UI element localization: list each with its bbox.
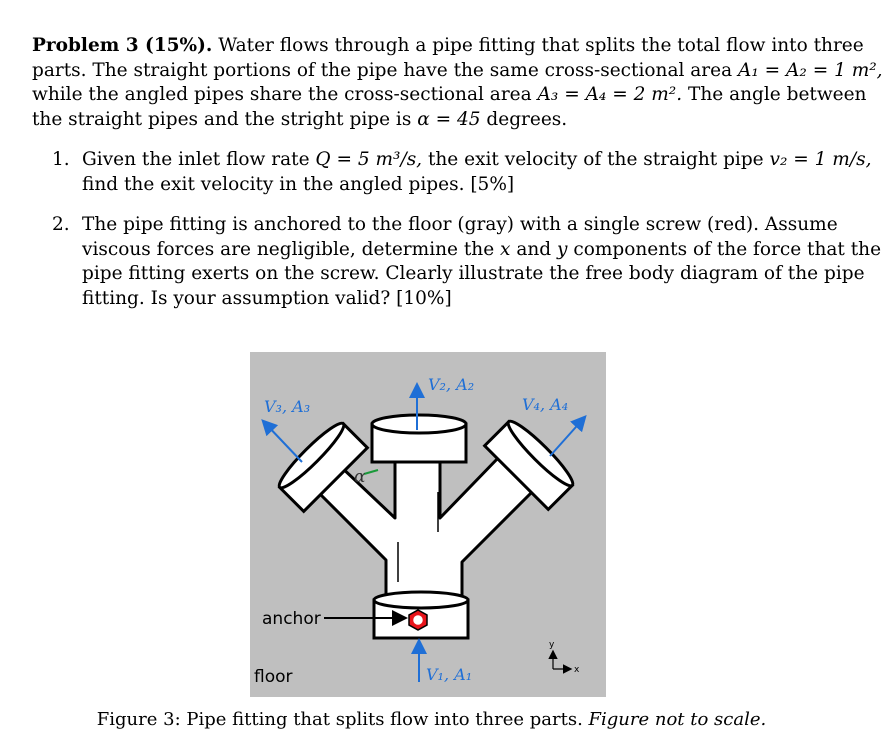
alpha-angle-mark — [364, 470, 378, 474]
pipe-fitting-diagram — [250, 352, 606, 697]
q2-line3: pipe fitting exerts on the screw. Clearly illustrate the free body diagram of the pipe — [82, 263, 865, 284]
anchor-label: anchor — [262, 609, 321, 629]
screw-head — [412, 614, 424, 626]
q2-line2-text: viscous forces are negligible, determine the — [82, 238, 501, 260]
caption-italic: Figure not to scale. — [588, 709, 767, 730]
label-v2: V₂, A₂ — [428, 375, 475, 394]
q2-line4: fitting. Is your assumption valid? [10%] — [82, 287, 452, 309]
label-v1: V₁, A₁ — [426, 665, 473, 684]
label-v3: V₃, A₃ — [264, 397, 311, 416]
alpha-label: α — [354, 467, 366, 487]
arrow-v4 — [550, 418, 584, 456]
problem-statement — [32, 34, 883, 132]
top-flange-opening — [372, 415, 466, 433]
q2-x-symbol: x — [500, 238, 511, 260]
figure-caption — [0, 709, 863, 730]
axes-indicator — [549, 640, 580, 675]
q2-line2-and: and — [510, 238, 558, 260]
q2-line1: The pipe fitting is anchored to the floor (gray) with a single screw (red). Assume — [82, 214, 838, 235]
intro-line4-tail: degrees. — [480, 108, 568, 130]
intro-line2-equation: A₁ = A₂ = 1 m², — [738, 59, 883, 81]
intro-line4-equation: α = 45 — [417, 108, 481, 130]
problem-heading: Problem 3 (15%). — [32, 35, 213, 56]
q1-velocity-equation: v₂ = 1 m/s, — [769, 149, 872, 170]
q2-line2-tail: components of the force that the — [567, 238, 882, 260]
q1-flow-equation: Q = 5 m³/s, — [315, 149, 423, 170]
intro-line3-tail: The angle between — [682, 84, 867, 105]
q2-y-symbol: y — [557, 238, 568, 260]
q1-line2: find the exit velocity in the angled pipes. [5%] — [82, 173, 515, 195]
intro-line2-text: parts. The straight portions of the pipe have the same cross-sectional area — [32, 59, 738, 81]
axis-y-label: y — [549, 640, 555, 650]
q1-line1-mid: the exit velocity of the straight pipe — [422, 149, 770, 170]
label-v4: V₄, A₄ — [522, 395, 569, 414]
arrow-v3 — [264, 422, 302, 462]
bottom-flange-rim — [374, 592, 468, 608]
question-1-number: 1. — [52, 149, 70, 170]
q1-line1-text: Given the inlet flow rate — [82, 149, 316, 170]
question-2-number: 2. — [52, 214, 70, 235]
intro-line4-text: the straight pipes and the stright pipe is — [32, 108, 418, 130]
intro-line3-text: while the angled pipes share the cross-sectional area — [32, 84, 538, 105]
pipe-fitting-figure — [250, 352, 606, 697]
intro-line1: Water flows through a pipe fitting that splits the total flow into three — [212, 35, 864, 56]
intro-line3-equation: A₃ = A₄ = 2 m². — [537, 84, 683, 105]
floor-label: floor — [254, 667, 293, 687]
axis-x-label: x — [574, 665, 580, 675]
caption-prefix: Figure 3: Pipe fitting that splits flow into three parts. — [96, 709, 589, 730]
